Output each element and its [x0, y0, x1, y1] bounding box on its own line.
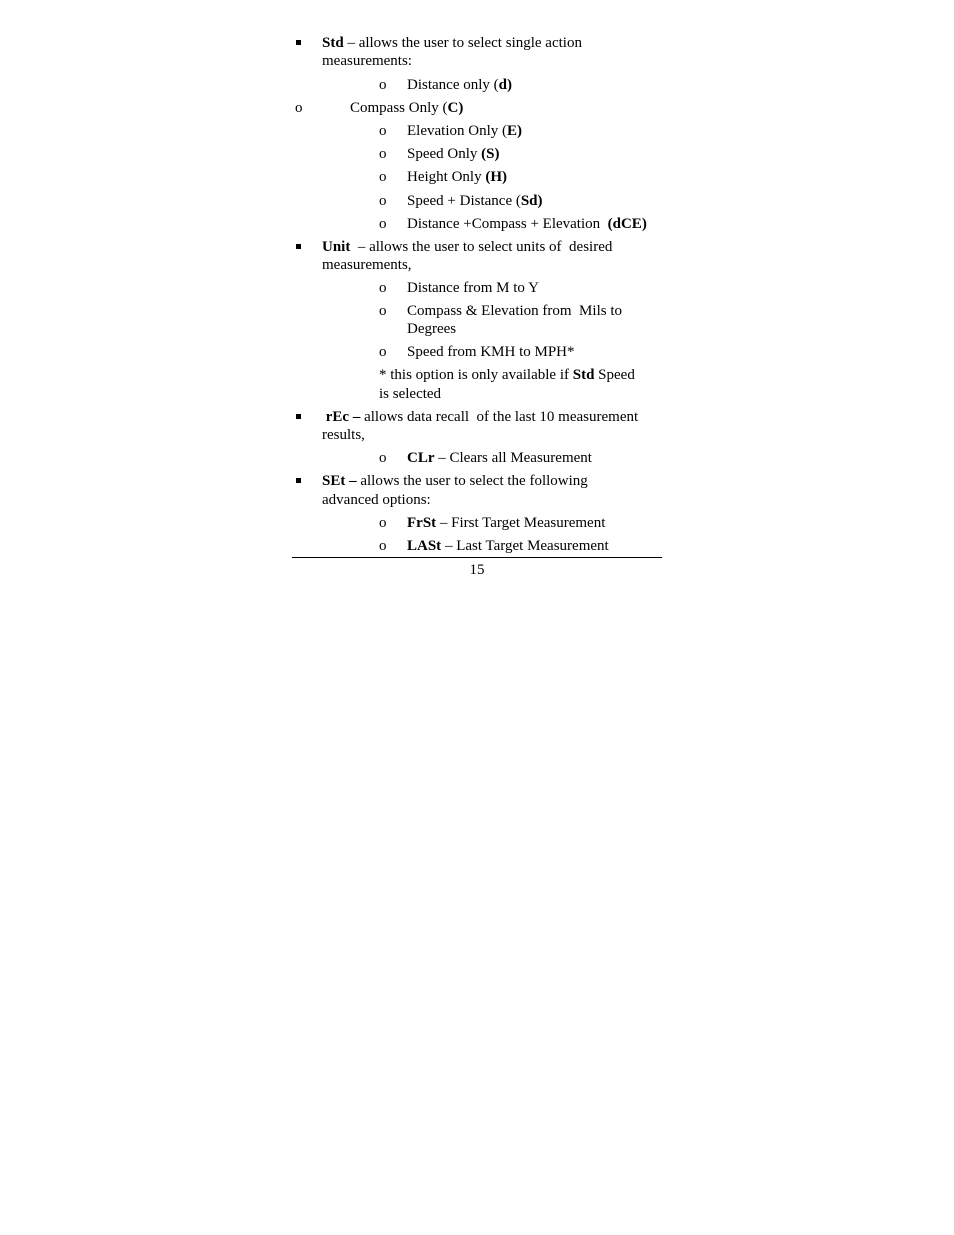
- circle-bullet-icon: o: [379, 280, 387, 296]
- set-item-last: LASt – Last Target Measurement: [407, 538, 609, 554]
- square-bullet-icon: [296, 244, 301, 249]
- std-item-compass: Compass Only (C): [350, 100, 464, 116]
- rec-description-cont: results,: [322, 427, 365, 443]
- circle-bullet-icon: o: [295, 100, 303, 116]
- circle-bullet-icon: o: [379, 77, 387, 93]
- circle-bullet-icon: o: [379, 123, 387, 139]
- unit-item-distance: Distance from M to Y: [407, 280, 539, 296]
- circle-bullet-icon: o: [379, 193, 387, 209]
- std-heading: [322, 34, 582, 52]
- std-item-elevation: Elevation Only (E): [407, 123, 522, 139]
- unit-item-compass-elevation-cont: Degrees: [407, 321, 457, 337]
- set-heading: [322, 472, 588, 490]
- circle-bullet-icon: o: [379, 169, 387, 185]
- circle-bullet-icon: o: [379, 450, 387, 466]
- page-number: 15: [469, 562, 485, 578]
- std-item-speed-distance: Speed + Distance (Sd): [407, 193, 543, 209]
- unit-term: Unit: [322, 239, 351, 255]
- set-description-cont: advanced options:: [322, 492, 431, 508]
- unit-description-cont: measurements,: [322, 257, 412, 273]
- rec-term: rEc –: [322, 409, 361, 425]
- square-bullet-icon: [296, 40, 301, 45]
- circle-bullet-icon: o: [379, 216, 387, 232]
- rec-item-clr: CLr – Clears all Measurement: [407, 450, 592, 466]
- square-bullet-icon: [296, 478, 301, 483]
- std-description-cont: measurements:: [322, 53, 412, 69]
- circle-bullet-icon: o: [379, 303, 387, 319]
- unit-description: – allows the user to select units of desired: [350, 239, 613, 255]
- circle-bullet-icon: o: [379, 515, 387, 531]
- set-description: allows the user to select the following: [356, 473, 588, 489]
- unit-item-speed: Speed from KMH to MPH*: [407, 344, 575, 360]
- unit-note-cont: is selected: [379, 386, 442, 402]
- std-item-speed: Speed Only (S): [407, 146, 500, 162]
- unit-heading: [322, 238, 612, 256]
- unit-note: * this option is only available if Std Speed: [379, 367, 635, 383]
- rec-heading: [322, 408, 638, 426]
- std-item-distance: Distance only (d): [407, 77, 512, 93]
- circle-bullet-icon: o: [379, 538, 387, 554]
- set-term: SEt –: [322, 473, 357, 489]
- rec-description: allows data recall of the last 10 measurement: [360, 409, 639, 425]
- unit-item-compass-elevation: Compass & Elevation from Mils to: [407, 303, 622, 319]
- footer-divider: [292, 557, 662, 558]
- circle-bullet-icon: o: [379, 146, 387, 162]
- std-item-distance-compass-elevation: Distance +Compass + Elevation (dCE): [407, 216, 647, 232]
- square-bullet-icon: [296, 414, 301, 419]
- circle-bullet-icon: o: [379, 344, 387, 360]
- set-item-frst: FrSt – First Target Measurement: [407, 515, 606, 531]
- std-description: – allows the user to select single action: [343, 35, 582, 51]
- std-term: Std: [322, 35, 344, 51]
- std-item-height: Height Only (H): [407, 169, 507, 185]
